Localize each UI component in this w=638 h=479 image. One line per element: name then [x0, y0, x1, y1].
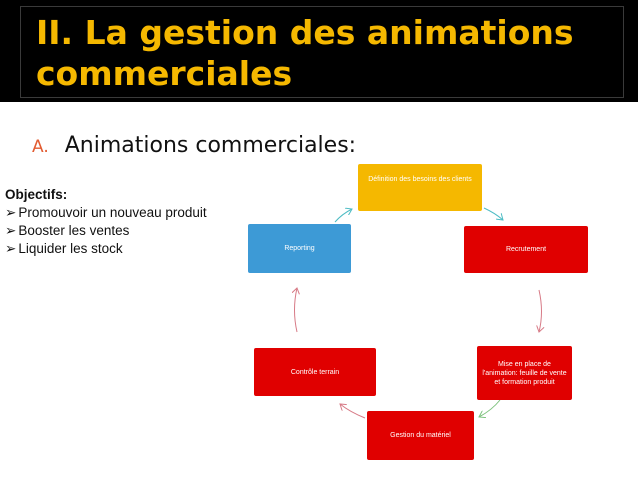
- objective-item: ➢ Promouvoir un nouveau produit: [5, 204, 210, 222]
- cycle-node-definition: [358, 164, 482, 211]
- arrow-gestion-to-controle: [340, 404, 365, 418]
- cycle-node-label: Reporting: [284, 245, 315, 252]
- cycle-node-recrutement: [464, 226, 588, 273]
- cycle-node-label: Gestion du matériel: [390, 432, 451, 439]
- section-marker: A.: [32, 137, 49, 157]
- objectives-heading: Objectifs:: [5, 187, 68, 202]
- arrow-recrutement-to-mise-en-place: [539, 290, 542, 332]
- cycle-node-label: Contrôle terrain: [290, 368, 340, 376]
- arrow-definition-to-recrutement: [484, 208, 503, 220]
- cycle-node-mise-en-place: [477, 346, 572, 400]
- cycle-node-controle: [254, 348, 376, 396]
- objective-item: ➢ Liquider les stock: [5, 240, 210, 258]
- section-heading-text: Animations commerciales:: [64, 133, 357, 158]
- cycle-node-reporting: [248, 224, 351, 273]
- cycle-node-gestion: [367, 411, 474, 460]
- arrow-controle-to-reporting: [295, 288, 298, 332]
- cycle-node-label: Mise en place de l'animation: feuille de vente et formation produit: [482, 360, 567, 386]
- arrow-reporting-to-definition: [335, 209, 352, 222]
- objective-item: ➢ Booster les ventes: [5, 222, 210, 240]
- arrow-mise-en-place-to-gestion: [479, 400, 500, 417]
- cycle-node-label: Définition des besoins des clients: [368, 176, 472, 183]
- cycle-node-label: Recrutement: [505, 246, 547, 253]
- slide-title: II. La gestion des animations commerciales: [36, 13, 574, 93]
